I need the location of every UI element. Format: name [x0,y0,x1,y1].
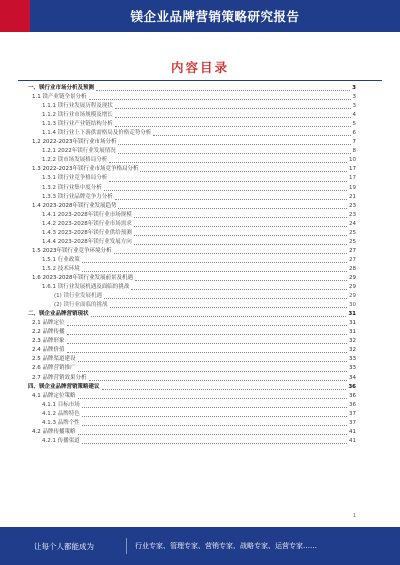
toc-entry[interactable] [28,238,356,247]
toc-entry-title: 1.4.3 2023-2028年镁行业供给预测 [42,229,132,236]
toc-leader-dots [104,298,347,299]
toc-entry-title: 1.5.1 行业政策 [42,256,80,263]
toc-entry[interactable] [28,301,356,310]
toc-entry-title: 2.4 品牌价值 [32,347,65,354]
toc-leader-dots [78,361,348,362]
toc-entry-title: 1.1.2 镁行业市场规模及增长 [42,112,113,119]
toc-leader-dots [67,343,348,344]
toc-entry-title: 1.4.1 2023-2028年镁行业市场规模 [42,211,132,218]
toc-leader-dots [115,126,351,127]
toc-leader-dots [82,271,347,272]
toc-entry-page: 24 [349,220,356,227]
toc-entry-title: 1.1 镁产业链全景分析 [32,94,87,101]
toc-entry-title: 2.5 品牌渠道建设 [32,356,76,363]
toc-leader-dots [78,371,348,372]
toc-entry[interactable] [28,274,356,283]
toc-entry[interactable] [28,129,356,138]
toc-entry-title: 4.1 品牌定位策略 [32,392,76,399]
toc-entry-title: 1.3.1 镁行业竞争格局分析 [42,175,108,182]
toc-entry-title: 1.4.4 2023-2028年镁行业发展方向 [42,238,132,245]
toc-entry[interactable] [28,346,356,355]
toc-entry-title: 2.1 品牌定位 [32,320,65,327]
toc-leader-dots [109,162,347,163]
footer-banner [0,527,400,565]
toc-entry-page: 29 [349,293,356,300]
toc-entry-page: 29 [349,274,356,281]
toc-entry-page: 36 [349,392,356,399]
toc-entry-page: 10 [349,157,356,164]
toc-leader-dots [115,117,351,118]
toc-entry[interactable] [28,410,356,419]
toc-entry[interactable] [28,292,356,301]
toc-entry[interactable] [28,437,356,446]
footer-slogan: 让每个人都能成为 [34,541,94,551]
toc-entry-page: 32 [349,347,356,354]
toc-entry-page: 37 [349,419,356,426]
toc-leader-dots [67,352,348,353]
footer-divider [126,538,127,554]
toc-entry-page: 25 [349,229,356,236]
toc-leader-dots [78,434,348,435]
toc-leader-dots [82,416,347,417]
toc-leader-dots [115,199,347,200]
toc-entry-title: 1.4 2023-2028年镁行业发展趋势 [32,202,117,209]
header-accent-bar [0,0,30,32]
toc-entry[interactable] [28,364,356,373]
toc-leader-dots [134,226,347,227]
toc-entry[interactable] [28,247,356,256]
toc-entry-title: 1.1.1 镁行业发展历程及现状 [42,103,113,110]
toc-leader-dots [131,289,347,290]
toc-leader-dots [153,135,350,136]
footer-tagline: 行业专家、管理专家、营销专家、战略专家、运营专家…… [135,542,317,550]
toc-entry-title: 1.2.2 镁市场发展格局分析 [42,157,108,164]
toc-entry-page: 4 [352,112,356,119]
toc-entry-page: 21 [349,193,356,200]
toc-entry-title: 4.1.3 品牌个性 [42,419,80,426]
toc-leader-dots [91,316,347,317]
toc-leader-dots [82,425,347,426]
toc-entry[interactable] [28,374,356,383]
toc-entry[interactable] [28,165,356,174]
toc-entry-title: 一、镁行业市场分析及预测 [28,85,95,91]
toc-entry[interactable] [28,355,356,364]
toc-leader-dots [89,380,348,381]
toc-entry[interactable] [28,193,356,202]
toc-entry[interactable] [28,84,356,93]
toc-entry-title: 2.6 品牌营销推广 [32,365,76,372]
toc-entry-title: 1.6 2023-2028年镁行业发展前景及机遇 [32,274,133,281]
toc-entry[interactable] [28,229,356,238]
toc-entry-page: 30 [349,302,356,309]
toc-entry-title: 4.2 品牌传播策略 [32,428,76,435]
toc-entry-title: 1.3.3 镁行业品牌竞争力分析 [42,193,113,200]
toc-entry-page: 34 [349,374,356,381]
toc-entry[interactable] [28,310,356,319]
toc-entry-page: 31 [348,311,356,318]
toc-entry-title: 1.1.3 镁行业产业链结构分析 [42,121,113,128]
toc-entry[interactable] [28,428,356,437]
toc-entry[interactable] [28,419,356,428]
toc-entry-page: 37 [349,410,356,417]
toc-entry-page: 8 [352,148,356,155]
table-of-contents [28,84,356,446]
toc-entry-page: 36 [349,401,356,408]
toc-entry-page: 27 [349,256,356,263]
toc-entry-page: 3 [352,94,356,101]
toc-leader-dots [109,181,347,182]
toc-divider [18,80,382,81]
report-title: 镁企业品牌营销策略研究报告 [130,9,300,24]
toc-entry-page: 6 [352,130,356,137]
toc-entry[interactable] [28,220,356,229]
toc-leader-dots [78,398,348,399]
toc-leader-dots [89,99,351,100]
toc-leader-dots [104,190,347,191]
toc-entry-title: 1.2.1 2022年镁行业发展情况 [42,148,116,155]
toc-entry-page: 41 [349,428,356,435]
toc-entry[interactable] [28,256,356,265]
toc-leader-dots [82,262,347,263]
toc-entry-title: 1.4.2 2023-2028年镁行业市场需求 [42,220,132,227]
toc-entry-title: 2.7 品牌营销效果分析 [32,374,87,381]
toc-leader-dots [134,217,347,218]
toc-entry-page: 28 [349,265,356,272]
toc-entry[interactable] [28,93,356,102]
toc-entry-title: 二、镁企业品牌营销现状 [28,311,89,318]
toc-leader-dots [96,90,350,91]
toc-entry-page: 32 [349,338,356,345]
toc-entry[interactable] [28,111,356,120]
toc-entry[interactable] [28,202,356,211]
toc-entry[interactable] [28,147,356,156]
toc-leader-dots [115,108,351,109]
toc-entry[interactable] [28,265,356,274]
toc-entry-page: 31 [349,329,356,336]
toc-entry-title: 1.5.2 技术环境 [42,265,80,272]
toc-entry-page: 19 [349,184,356,191]
toc-leader-dots [118,208,347,209]
toc-leader-dots [118,153,351,154]
toc-leader-dots [67,334,348,335]
toc-entry-page: 33 [349,365,356,372]
toc-entry-page: 36 [348,383,356,390]
toc-entry-page: 3 [352,85,356,91]
report-header [30,0,400,32]
toc-leader-dots [110,307,347,308]
toc-entry[interactable] [28,184,356,193]
toc-leader-dots [118,144,350,145]
toc-leader-dots [67,325,348,326]
toc-entry-title: 1.5 2023年镁行业竞争环境分析 [32,247,112,254]
toc-entry-title: 1.3.2 镁行业集中度分析 [42,184,102,191]
toc-entry-page: 27 [349,247,356,254]
toc-entry-title: 2.2 品牌传播 [32,329,65,336]
toc-entry-title: 4.1.2 品牌特色 [42,410,80,417]
toc-entry-title: 四、镁企业品牌营销策略建议 [28,383,100,390]
toc-title: 内容目录 [170,60,229,75]
toc-leader-dots [134,235,347,236]
toc-entry[interactable] [28,319,356,328]
toc-entry-page: 33 [349,356,356,363]
toc-entry-page: 25 [349,238,356,245]
toc-entry-title: 1.6.1 镁行业发展机遇及面临的挑战 [42,284,130,291]
toc-entry-title: (1) 镁行业发展机遇 [54,293,103,300]
toc-entry[interactable] [28,138,356,147]
toc-entry[interactable] [28,283,356,292]
toc-entry-title: 4.2.1 传播渠道 [42,437,80,444]
toc-entry-title: 1.2 2022-2023年镁行业市场分析 [32,139,117,146]
toc-entry-title: 4.1.1 目标市场 [42,401,80,408]
toc-leader-dots [135,280,347,281]
toc-entry-page: 23 [349,211,356,218]
toc-entry-title: 1.3 2022-2023年镁行业市场竞争格局分析 [32,166,139,173]
toc-entry[interactable] [28,120,356,129]
page-number: 1 [352,513,356,519]
toc-entry[interactable] [28,392,356,401]
toc-entry-page: 23 [349,202,356,209]
toc-leader-dots [102,389,347,390]
toc-leader-dots [114,253,348,254]
toc-leader-dots [134,244,347,245]
toc-entry[interactable] [28,383,356,392]
toc-entry[interactable] [28,156,356,165]
toc-entry-title: (2) 镁行业面临的挑战 [54,302,108,309]
toc-entry-page: 31 [349,320,356,327]
toc-entry[interactable] [28,211,356,220]
toc-entry[interactable] [28,328,356,337]
toc-entry-page: 7 [352,139,356,146]
toc-entry-page: 3 [352,103,356,110]
toc-entry-page: 29 [349,284,356,291]
toc-entry[interactable] [28,401,356,410]
toc-entry-page: 17 [349,175,356,182]
toc-leader-dots [140,171,347,172]
toc-entry-page: 5 [352,121,356,128]
toc-entry-page: 17 [349,166,356,173]
toc-leader-dots [82,443,347,444]
toc-entry[interactable] [28,102,356,111]
toc-entry[interactable] [28,174,356,183]
toc-entry-page: 41 [349,437,356,444]
toc-entry-title: 2.3 品牌形象 [32,338,65,345]
toc-leader-dots [82,407,347,408]
toc-entry[interactable] [28,337,356,346]
toc-entry-title: 1.1.4 镁行业上下游供需格局及价格走势分析 [42,130,152,137]
